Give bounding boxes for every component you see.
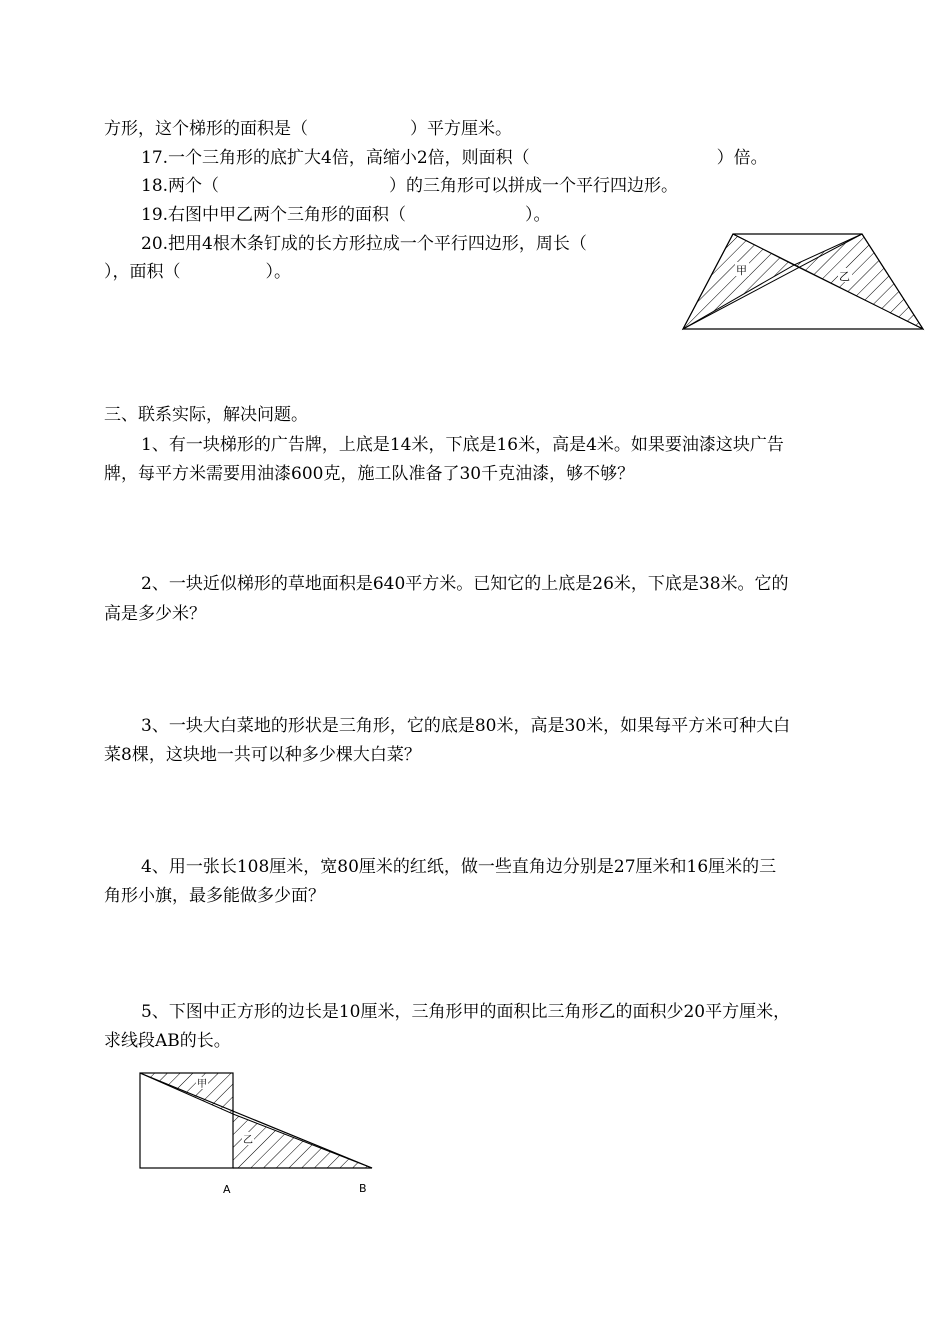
label-jia: 甲: [736, 264, 747, 277]
label-a: A: [223, 1183, 231, 1196]
shaded-triangle-jia: [683, 234, 794, 329]
q5-line2: 求线段AB的长。: [104, 1031, 231, 1051]
section3-heading: 三、联系实际，解决问题。: [104, 405, 308, 425]
q2-line1: 2、一块近似梯形的草地面积是640平方米。已知它的上底是26米，下底是38米。它的: [141, 574, 789, 594]
shaded-triangle-yi: [794, 234, 923, 329]
q20-text-line1: 20.把用4根木条钉成的长方形拉成一个平行四边形，周长（: [141, 234, 587, 254]
q20-text-line2: ），面积（ ）。: [104, 262, 291, 282]
q1-line1: 1、有一块梯形的广告牌，上底是14米，下底是16米，高是4米。如果要油漆这块广告: [141, 435, 784, 455]
q2-line2: 高是多少米？: [104, 604, 206, 624]
q19-text: 19.右图中甲乙两个三角形的面积（ ）。: [141, 205, 551, 225]
label-b: B: [359, 1182, 367, 1195]
label-yi: 乙: [243, 1135, 253, 1146]
label-yi: 乙: [839, 270, 850, 283]
q16-continuation: 方形，这个梯形的面积是（ ）平方厘米。: [104, 119, 512, 139]
q1-line2: 牌，每平方米需要用油漆600克，施工队准备了30千克油漆，够不够？: [104, 464, 635, 484]
q4-line1: 4、用一张长108厘米，宽80厘米的红纸，做一些直角边分别是27厘米和16厘米的三: [141, 857, 777, 877]
trapezoid-figure: [680, 230, 926, 334]
q18-text: 18.两个（ ）的三角形可以拼成一个平行四边形。: [141, 176, 679, 196]
square-triangle-figure: [134, 1068, 384, 1198]
q3-line1: 3、一块大白菜地的形状是三角形，它的底是80米，高是30米，如果每平方米可种大白: [141, 716, 791, 736]
q4-line2: 角形小旗，最多能做多少面？: [104, 886, 325, 906]
q5-line1: 5、下图中正方形的边长是10厘米，三角形甲的面积比三角形乙的面积少20平方厘米，: [141, 1002, 791, 1022]
label-jia: 甲: [197, 1079, 207, 1090]
q17-text: 17.一个三角形的底扩大4倍，高缩小2倍，则面积（ ）倍。: [141, 148, 768, 168]
q3-line2: 菜8棵，这块地一共可以种多少棵大白菜？: [104, 745, 421, 765]
